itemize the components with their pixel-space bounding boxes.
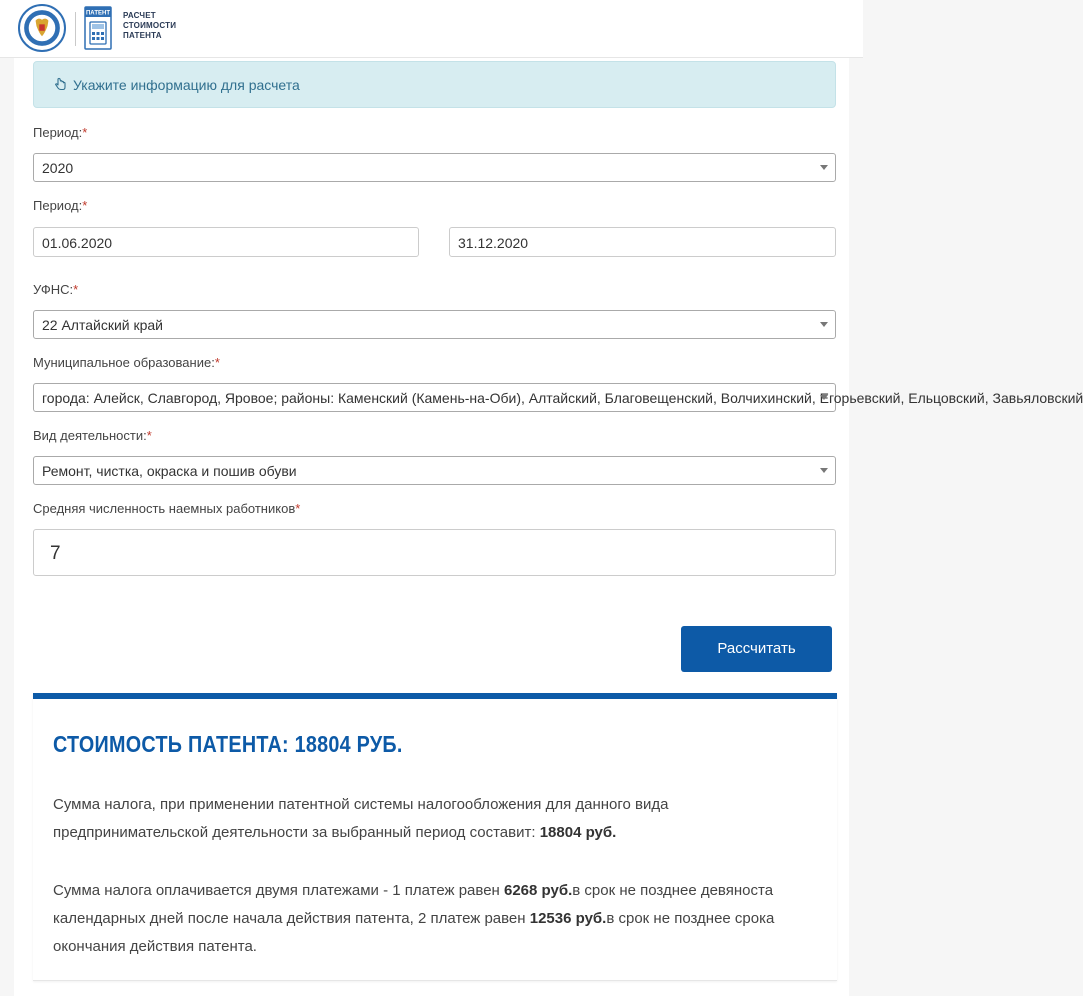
result-panel xyxy=(33,693,837,981)
result-total-amount: 18804 руб. xyxy=(539,824,617,841)
chevron-down-icon[interactable] xyxy=(820,322,828,327)
activity-value: Ремонт, чистка, окраска и пошив обуви xyxy=(42,463,297,479)
ufns-label xyxy=(33,282,78,297)
municipality-select[interactable] xyxy=(33,383,1083,412)
required-mark: * xyxy=(295,501,301,516)
municipality-value: города: Алейск, Славгород, Яровое; районы: Каменский (Камень-на-Оби), Алтайский, Благовещенский, Волчихинский, Егорьевский, Ельцовский, Завьяловский xyxy=(42,390,1083,406)
period-year-value: 2020 xyxy=(42,160,74,176)
workers-value: 7 xyxy=(50,543,61,564)
municipality-label xyxy=(33,355,220,370)
date-from-input[interactable] xyxy=(33,227,419,257)
info-text: Укажите информацию для расчета xyxy=(73,77,300,93)
site-header xyxy=(0,0,863,58)
period-range-label xyxy=(33,198,87,213)
header-divider xyxy=(75,12,76,46)
hand-pointer-icon xyxy=(54,77,68,91)
label-text: Период: xyxy=(33,125,83,140)
period-year-label xyxy=(33,125,87,140)
calculate-button[interactable]: Рассчитать xyxy=(681,626,832,672)
patent-calculator-icon[interactable] xyxy=(84,6,112,50)
date-to-input[interactable] xyxy=(449,227,836,257)
result-payments xyxy=(53,877,813,961)
header-title xyxy=(123,11,193,41)
label-text: Муниципальное образование: xyxy=(33,355,215,370)
required-mark: * xyxy=(82,198,88,213)
required-mark: * xyxy=(214,355,220,370)
payments-text: Сумма налога оплачивается двумя платежами - 1 платеж равен xyxy=(53,882,504,899)
label-text: Период: xyxy=(33,198,83,213)
result-summary-text: Сумма налога, при применении патентной системы налогообложения для данного вида предпринимательской деятельности за выбранный период составит: xyxy=(53,796,669,841)
ufns-value: 22 Алтайский край xyxy=(42,317,164,333)
payment-2-amount: 12536 руб. xyxy=(529,910,607,927)
info-alert xyxy=(33,61,836,108)
result-title: СТОИМОСТЬ ПАТЕНТА: 18804 РУБ. xyxy=(53,731,403,757)
chevron-down-icon[interactable] xyxy=(820,165,828,170)
patent-badge-text: ПАТЕНТ xyxy=(85,10,111,17)
payments-text: в срок не позднее срока окончания действия патента. xyxy=(53,910,775,955)
label-text: УФНС: xyxy=(33,282,74,297)
activity-select[interactable] xyxy=(33,456,836,485)
payments-text: в срок не позднее девяноста календарных дней после начала действия патента, 2 платеж равен xyxy=(53,882,774,927)
workers-label xyxy=(33,501,300,516)
activity-label xyxy=(33,428,152,443)
result-summary xyxy=(53,791,813,847)
required-mark: * xyxy=(146,428,152,443)
chevron-down-icon[interactable] xyxy=(820,468,828,473)
chevron-down-icon[interactable] xyxy=(820,395,828,400)
header-title-line: СТОИМОСТИ xyxy=(123,21,177,30)
fns-emblem-icon[interactable] xyxy=(18,4,66,52)
required-mark: * xyxy=(73,282,79,297)
required-mark: * xyxy=(82,125,88,140)
header-title-line: ПАТЕНТА xyxy=(123,31,162,40)
calculator-panel xyxy=(14,58,1083,996)
date-to-value: 31.12.2020 xyxy=(458,235,529,251)
workers-input[interactable] xyxy=(33,529,836,576)
payment-1-amount: 6268 руб. xyxy=(503,882,573,899)
label-text: Средняя численность наемных работников xyxy=(33,501,296,516)
label-text: Вид деятельности: xyxy=(33,428,147,443)
header-title-line: РАСЧЕТ xyxy=(123,11,156,20)
period-year-select[interactable] xyxy=(33,153,836,182)
date-from-value: 01.06.2020 xyxy=(42,235,113,251)
ufns-select[interactable] xyxy=(33,310,836,339)
